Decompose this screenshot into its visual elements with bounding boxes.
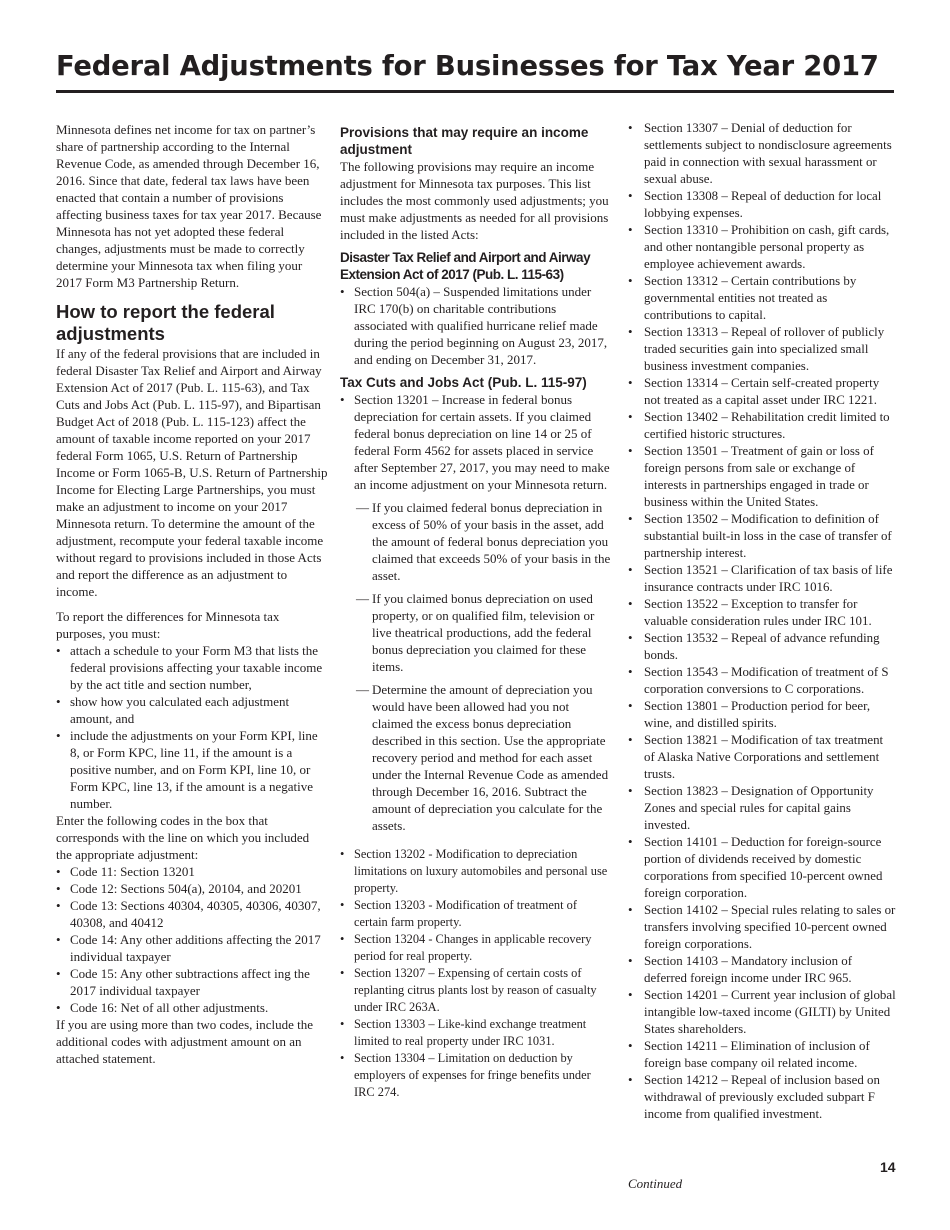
list-item: • Section 13823 – Designation of Opportunity Zones and special rules for capital gains invested. xyxy=(628,783,896,834)
report-paragraph: If any of the federal provisions that are included in federal Disaster Tax Relief and Airport and Airway Extension Act of 2017 (Pub. L. 115-63), and Tax Cuts and Jobs Act (Pub. L. 115-97), and Bipartisan Budget Act of 2018 (Pub. L. 115-123) affect the amount of taxable income reported on your 2017 federal Form 1065, U.S. Return of Partnership Income or Form 1065-B, U.S. Return of Partnership Income for Electing Large Partnerships, you must make an adjustment to income on your 2017 Minnesota return. To determine the amount of the adjustment, recompute your federal taxable income without regard to provisions included in those Acts and report the difference as an adjustment to income. xyxy=(56,346,328,599)
sub-item xyxy=(340,681,612,834)
provisions-intro: The following provisions may require an income adjustment for Minnesota tax purposes. This list includes the most commonly used adjustments; you must make adjustments as needed for all provisions included in the listed Acts: xyxy=(340,159,609,242)
must-list xyxy=(56,642,328,812)
list-item: • show how you calculated each adjustment amount, and xyxy=(56,693,328,727)
list-item: • Section 13501 – Treatment of gain or loss of foreign persons from sale or exchange of interests in partnerships engaged in trade or business within the United States. xyxy=(628,443,896,511)
sub-item xyxy=(340,590,612,675)
list-item: • Section 14103 – Mandatory inclusion of deferred foreign income under IRC 965. xyxy=(628,953,896,987)
more-sections-list xyxy=(340,846,612,1101)
list-item: • Section 14211 – Elimination of inclusion of foreign base company oil related income. xyxy=(628,1038,896,1072)
tax-cuts-list xyxy=(340,391,612,493)
list-item: • include the adjustments on your Form KPI, line 8, or Form KPC, line 11, if the amount is a positive number, and on Form KPI, line 10, or Form KPC, line 13, if the amount is a negative number. xyxy=(56,727,328,812)
list-item: • Section 13204 - Changes in applicable recovery period for real property. xyxy=(340,931,612,965)
list-item: • Section 13402 – Rehabilitation credit limited to certified historic structures. xyxy=(628,409,896,443)
list-item: • Code 14: Any other additions affecting the 2017 individual taxpayer xyxy=(56,931,328,965)
list-item: • Section 13543 – Modification of treatment of S corporation conversions to C corporations. xyxy=(628,664,896,698)
sub-item xyxy=(340,499,612,584)
list-item: • Code 12: Sections 504(a), 20104, and 20201 xyxy=(56,880,328,897)
list-item: • Section 13202 - Modification to depreciation limitations on luxury automobiles and personal use property. xyxy=(340,846,612,897)
codes-list xyxy=(56,863,328,1016)
list-item: • Section 14201 – Current year inclusion of global intangible low-taxed income (GILTI) by United States shareholders. xyxy=(628,987,896,1038)
list-item: • Section 13801 – Production period for beer, wine, and distilled spirits. xyxy=(628,698,896,732)
continued-label: Continued xyxy=(628,1176,683,1191)
list-item: • Section 13308 – Repeal of deduction for local lobbying expenses. xyxy=(628,188,896,222)
sub-item-text: Determine the amount of depreciation you would have been allowed had you not claimed the excess bonus depreciation described in this section. Use the appropriate recovery period and method for each asset under the Internal Revenue Code as amended through December 16, 2016. Subtract the amount of depreciation you calculate for the assets. xyxy=(372,682,609,833)
sub-item-text: If you claimed federal bonus depreciation in excess of 50% of your basis in the asset, add the amount of federal bonus depreciation you claimed that exceeds 50% of your basis in the asset. xyxy=(372,500,611,583)
dash-mark: — xyxy=(356,591,369,606)
list-item: • Section 504(a) – Suspended limitations under IRC 170(b) on charitable contributions associated with qualified hurricane relief made during the period beginning on August 23, 2017, and ending on December 31, 2017. xyxy=(340,283,612,368)
page-title: Federal Adjustments for Businesses for Tax Year 2017 xyxy=(56,51,879,82)
list-item: • Section 13821 – Modification of tax treatment of Alaska Native Corporations and settlement trusts. xyxy=(628,732,896,783)
sections-list xyxy=(628,120,896,1123)
list-item: • Section 13532 – Repeal of advance refunding bonds. xyxy=(628,630,896,664)
list-item: • Section 13307 – Denial of deduction for settlements subject to nondisclosure agreements paid in connection with sexual harassment or sexual abuse. xyxy=(628,120,896,188)
list-item: • Section 13304 – Limitation on deduction by employers of expenses for fringe benefits under IRC 274. xyxy=(340,1050,612,1101)
list-item: • Code 11: Section 13201 xyxy=(56,863,328,880)
list-item: • Code 13: Sections 40304, 40305, 40306, 40307, 40308, and 40412 xyxy=(56,897,328,931)
list-item: • Section 13313 – Repeal of rollover of publicly traded securities gain into specialized small business investment companies. xyxy=(628,324,896,375)
list-item: • Code 16: Net of all other adjustments. xyxy=(56,999,328,1016)
list-item: • Section 13207 – Expensing of certain costs of replanting citrus plants lost by reason of casualty under IRC 263A. xyxy=(340,965,612,1016)
dash-mark: — xyxy=(356,500,369,515)
list-item: • Section 13310 – Prohibition on cash, gift cards, and other nontangible personal property as employee achievement awards. xyxy=(628,222,896,273)
sub-item-text: If you claimed bonus depreciation on used property, or on qualified film, television or live theatrical productions, add the federal bonus depreciation you claimed for these items. xyxy=(372,591,595,674)
intro-paragraph: Minnesota defines net income for tax on partner’s share of partnership according to the Internal Revenue Code, as amended through December 16, 2016. Since that date, federal tax laws have been enacted that contain a number of provisions affecting business taxes for tax year 2017. Because Minnesota has not yet adopted these federal changes, adjustments must be made to correctly determine your Minnesota tax when filing your 2017 Form M3 Partnership Return. xyxy=(56,122,322,290)
list-item: • Section 14102 – Special rules relating to sales or transfers involving specified 10-percent owned foreign corporations. xyxy=(628,902,896,953)
list-item: • Section 13312 – Certain contributions by governmental entities not treated as contributions to capital. xyxy=(628,273,896,324)
list-item: • Section 13314 – Certain self-created property not treated as a capital asset under IRC 1221. xyxy=(628,375,896,409)
dash-mark: — xyxy=(356,682,369,697)
page-number: 14 xyxy=(880,1159,896,1175)
list-item: • attach a schedule to your Form M3 that lists the federal provisions affecting your taxable income by the act title and section number, xyxy=(56,642,328,693)
additional-codes-paragraph: If you are using more than two codes, include the additional codes with adjustment amount on an attached statement. xyxy=(56,1017,314,1066)
list-item: • Section 13522 – Exception to transfer for valuable consideration rules under IRC 101. xyxy=(628,596,896,630)
provisions-heading: Provisions that may require an income adjustment xyxy=(340,125,589,157)
list-item: • Section 13502 – Modification to definition of substantial built-in loss in the case of transfer of partnership interest. xyxy=(628,511,896,562)
column-3 xyxy=(628,120,896,1123)
codes-paragraph: Enter the following codes in the box that corresponds with the line on which you included the appropriate adjustment: xyxy=(56,813,310,862)
column-2 xyxy=(340,124,612,1101)
list-item: • Section 14212 – Repeal of inclusion based on withdrawal of previously excluded subpart F income from qualified investment. xyxy=(628,1072,896,1123)
list-item: • Section 13303 – Like-kind exchange treatment limited to real property under IRC 1031. xyxy=(340,1016,612,1050)
list-item: • Section 13203 - Modification of treatment of certain farm property. xyxy=(340,897,612,931)
column-1 xyxy=(56,121,328,1067)
disaster-act-heading: Disaster Tax Relief and Airport and Airway Extension Act of 2017 (Pub. L. 115-63) xyxy=(340,250,591,282)
title-rule xyxy=(56,90,894,93)
list-item: • Code 15: Any other subtractions affect ing the 2017 individual taxpayer xyxy=(56,965,328,999)
disaster-act-list xyxy=(340,283,612,368)
list-item: • Section 13201 – Increase in federal bonus depreciation for certain assets. If you claimed federal bonus depreciation on line 14 or 25 of federal Form 4562 for assets placed in service after September 27, 2017, you may need to make an income adjustment on your Minnesota return. xyxy=(340,391,612,493)
tax-cuts-act-heading: Tax Cuts and Jobs Act (Pub. L. 115-97) xyxy=(340,375,587,390)
list-item: • Section 13521 – Clarification of tax basis of life insurance contracts under IRC 1016. xyxy=(628,562,896,596)
report-instructions-paragraph: To report the differences for Minnesota tax purposes, you must: xyxy=(56,609,280,641)
how-to-report-heading: How to report the federal adjustments xyxy=(56,301,275,344)
list-item: • Section 14101 – Deduction for foreign-source portion of dividends received by domestic corporations from specified 10-percent owned foreign corporation. xyxy=(628,834,896,902)
